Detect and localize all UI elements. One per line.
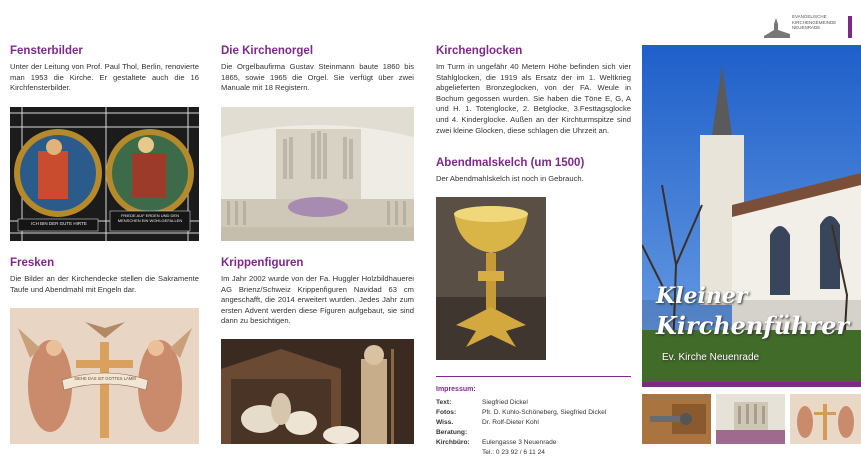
thumb-door-handle [642,394,711,444]
impressum-value: Eulengasse 3 Neuenrade [482,439,557,446]
impressum-value: Pfr. D. Kuhlo-Schöneberg, Siegfried Dickel [482,409,607,416]
logo-line-3: NEUENRADE [792,25,821,30]
cover-title-line-2: Kirchenführer [656,311,850,340]
krippenfiguren-heading: Krippenfiguren [221,257,304,269]
abendmahlskelch-heading: Abendmalskelch (um 1500) [436,157,585,169]
impressum-row [436,438,606,448]
church-logo [760,10,860,42]
kirchenorgel-text: Die Orgelbaufirma Gustav Steinmann baute 1860 bis 1865, sowie 1965 die Orgel. Sie verfügt über zwei Manuale mit 18 Registern. [221,62,414,93]
impressum-row [436,418,606,438]
impressum-key [436,448,482,458]
fresco-banner-text: SIEHE DAS IST GOTTES LAMM [74,376,136,381]
fensterbilder-text: Unter der Leitung von Prof. Paul Thol, Berlin, renovierte man 1953 die Kirche. Er gestaltete auch die 16 Kirchfensterbilder. [10,62,199,93]
impressum-value: Tel.: 0 23 92 / 6 11 24 [482,449,545,456]
impressum-key: Fotos: [436,409,457,416]
krippenfiguren-text: Im Jahr 2002 wurde von der Fa. Huggler Holzbildhauerei AG Brienz/Schweiz Krippenfiguren Navidad 63 cm angeschafft, die 2014 erweitert wurden. Jedes Jahr zum ersten Advent werden diese Figuren aufgebaut, sie sind dann zu besichtigen. [221,274,414,326]
organ-photo [221,107,414,241]
logo-line-2: KIRCHENGEMEINDE [792,19,837,25]
impressum-row [436,408,606,418]
impressum-heading: Impressum: [436,386,476,393]
window-right-caption: FRIEDE AUF ERDEN UND DEN MENSCHEN EIN WOHLGEFALLEN [117,213,183,223]
thumb-organ [716,394,785,444]
impressum-key: Wiss. Beratung: [436,419,468,436]
fensterbilder-heading: Fensterbilder [10,45,83,57]
fresken-text: Die Bilder an der Kirchendecke stellen die Sakramente Taufe und Abendmahl mit Engeln dar. [10,274,199,294]
impressum-table [436,398,606,458]
window-left-caption: ICH BIN DER GUTE HIRTE [31,221,87,226]
impressum-value: Siegfried Dickel [482,399,528,406]
abendmahlskelch-text: Der Abendmahlskelch ist noch in Gebrauch. [436,174,584,183]
kirchenglocken-heading: Kirchenglocken [436,45,523,57]
impressum-row [436,398,606,408]
fresken-heading: Fresken [10,257,55,269]
fresco-photo [10,308,199,444]
church-cover-photo [642,45,861,382]
thumb-fresco [790,394,861,444]
cover-title-line-1: Kleiner [656,283,748,309]
cover-accent-bar [642,382,861,387]
impressum-value: Dr. Rolf-Dieter Kohl [482,419,539,426]
impressum-row [436,448,606,458]
stained-glass-photo [10,107,199,241]
impressum-key: Kirchbüro: [436,439,470,446]
logo-line-1: EVANGELISCHE [792,14,827,19]
kirchenorgel-heading: Die Kirchenorgel [221,45,314,57]
cover-subtitle: Ev. Kirche Neuenrade [662,352,760,363]
kirchenglocken-text: Im Turm in ungefähr 40 Metern Höhe befinden sich vier Stahlglocken, die 1919 als Ersatz der im 1. Weltkrieg abgelieferten Bronzeglocken, von der FA. Weule in Bochum gegossen wurden. Sie haben die Töne E, G, A und H. 1. Totenglocke, 2. Betglocke, 3.Festtagsglocke und 4. Kinderglocke. Außen an der Kirchturmspitze sind zwei kleine Glocken, diese schlagen die Uhrzeit an. [436,62,631,135]
impressum-key: Text: [436,399,452,406]
impressum-divider [436,376,631,377]
nativity-photo [221,339,414,444]
chalice-photo [436,197,546,360]
